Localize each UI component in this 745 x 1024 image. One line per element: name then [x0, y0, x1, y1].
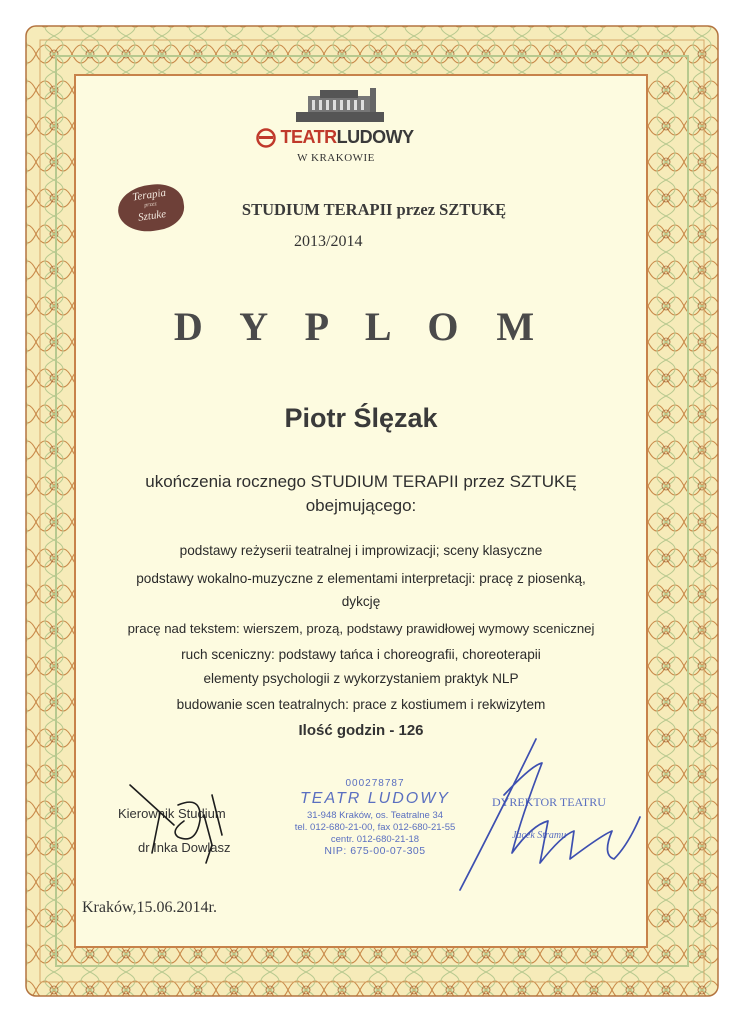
academic-year: 2013/2014: [294, 233, 363, 250]
theater-location: W KRAKOWIE: [297, 152, 375, 164]
stamp-name: TEATR LUDOWY: [300, 790, 450, 807]
stamp-nip: NIP: 675-00-07-305: [324, 845, 426, 857]
badge-line3: Sztuke: [137, 208, 167, 224]
director-name: Jacek Stramu: [512, 830, 567, 841]
theater-name-part2: LUDOWY: [336, 127, 414, 147]
studio-head-title: Kierownik Studium: [118, 806, 226, 821]
badge-line1: Terapia: [131, 186, 167, 204]
hours-total: Ilość godzin - 126: [298, 722, 424, 739]
curriculum-item: podstawy reżyserii teatralnej i improwizacji; sceny klasyczne: [179, 543, 543, 558]
curriculum-item: podstawy wokalno-muzyczne z elementami interpretacji: pracę z piosenką,: [136, 571, 586, 586]
studio-head-name: dr Inka Dowlasz: [138, 840, 231, 855]
badge-line2: przez: [143, 201, 158, 209]
place-date: Kraków,15.06.2014r.: [82, 899, 217, 916]
theater-name-part1: TEATR: [280, 127, 337, 147]
director-title: DYREKTOR TEATRU: [492, 795, 606, 809]
completion-line1: ukończenia rocznego STUDIUM TERAPII przez SZTUKĘ: [145, 472, 577, 491]
theater-building-logo: [294, 86, 386, 126]
curriculum-item: elementy psychologii z wykorzystaniem praktyk NLP: [203, 671, 519, 686]
theater-mask-icon: [256, 128, 276, 148]
stamp-central: centr. 012-680-21-18: [330, 834, 420, 845]
stamp-regon: 000278787: [345, 778, 405, 789]
curriculum-item: budowanie scen teatralnych: prace z kostiumem i rekwizytem: [176, 697, 546, 712]
stamp-phones: tel. 012-680-21-00, fax 012-680-21-55: [294, 822, 456, 833]
curriculum-item: ruch sceniczny: podstawy tańca i choreografii, choreoterapii: [181, 647, 541, 662]
recipient-name: Piotr Ślęzak: [284, 403, 438, 433]
curriculum-item: pracę nad tekstem: wierszem, prozą, podstawy prawidłowej wymowy scenicznej: [127, 621, 595, 636]
stamp-address: 31-948 Kraków, os. Teatralne 34: [306, 810, 444, 821]
curriculum-item: dykcję: [341, 594, 381, 609]
program-title: STUDIUM TERAPII przez SZTUKĘ: [241, 200, 507, 219]
completion-line2: obejmującego:: [305, 496, 417, 515]
signature-right: [452, 735, 652, 895]
theater-name: [256, 127, 416, 151]
signature-left: [122, 775, 242, 865]
diploma-heading: D Y P L O M: [173, 304, 549, 349]
